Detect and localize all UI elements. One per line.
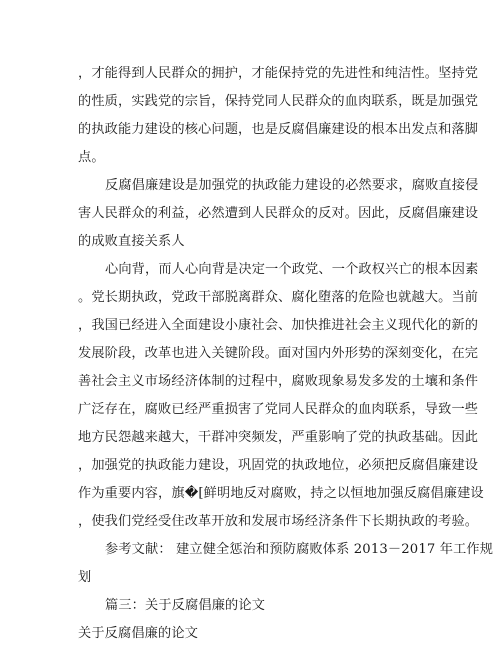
text-line: 的成败直接关系人 [78,234,185,249]
text-line: 害人民群众的利益，必然遭到人民群众的反对。因此，反腐倡廉建设 [78,206,479,221]
reference-line: 划 [78,570,92,585]
text-line: ，才能得到人民群众的拥护，才能保持党的先进性和纯洁性。坚持党 [78,66,479,81]
reference-line: 参考文献： 建立健全惩治和预防腐败体系 2013－2017 年工作规 [105,542,494,557]
text-line: 的性质，实践党的宗旨，保持党同人民群众的血肉联系，既是加强党 [78,94,479,109]
text-line: ，使我们党经受住改革开放和发展市场经济条件下长期执政的考验。 [78,514,479,529]
text-line: 发展阶段，改革也进入关键阶段。面对国内外形势的深刻变化，在完 [78,346,479,361]
text-line: 的执政能力建设的核心问题，也是反腐倡廉建设的根本出发点和落脚 [78,122,479,137]
text-line: 善社会主义市场经济体制的过程中，腐败现象易发多发的土壤和条件 [78,374,479,389]
text-line: 。党长期执政，党政干部脱离群众、腐化堕落的危险也就越大。当前 [78,290,479,305]
text-line: 反腐倡廉建设是加强党的执政能力建设的必然要求，腐败直接侵 [105,178,479,193]
text-line: ，我国已经进入全面建设小康社会、加快推进社会主义现代化的新的 [78,318,479,333]
article-title: 关于反腐倡廉的论文 [78,626,199,641]
text-line: 地方民怨越来越大，干群冲突频发，严重影响了党的执政基础。因此 [78,430,479,445]
text-line: 点。 [78,150,105,165]
section-heading: 篇三：关于反腐倡廉的论文 [105,598,266,613]
text-line: 广泛存在，腐败已经严重损害了党同人民群众的血肉联系，导致一些 [78,402,479,417]
text-line: 心向背，而人心向背是决定一个政党、一个政权兴亡的根本因素 [105,262,479,277]
text-line: 作为重要内容，旗�[鲜明地反对腐败，持之以恒地加强反腐倡廉建设 [78,486,484,501]
text-line: ，加强党的执政能力建设，巩固党的执政地位，必须把反腐倡廉建设 [78,458,479,473]
